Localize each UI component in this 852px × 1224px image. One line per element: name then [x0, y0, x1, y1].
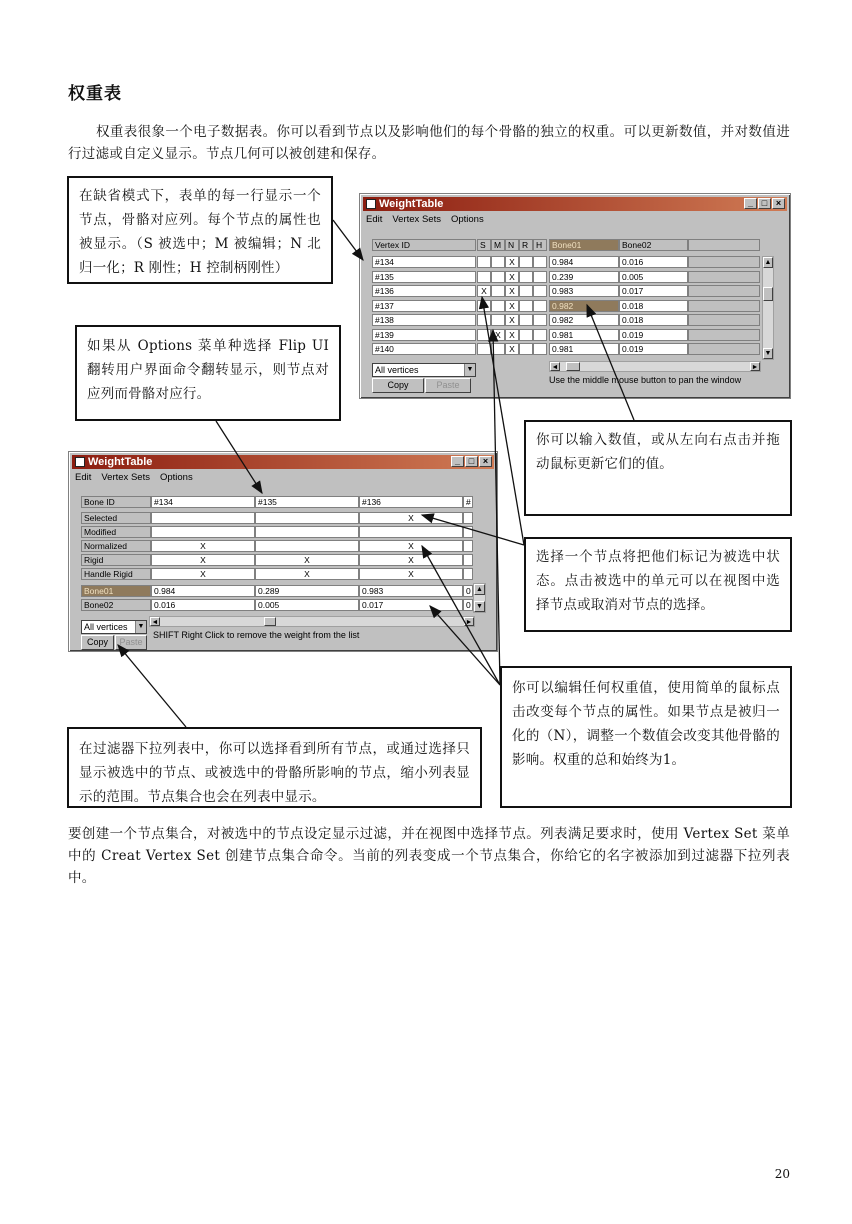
- bone-label[interactable]: Bone02: [81, 599, 151, 611]
- callout-flip-ui: 如果从 Options 菜单种选择 Flip UI 翻转用户界面命令翻转显示，则节点对应列而骨骼对应行。: [75, 325, 341, 421]
- weight-cell[interactable]: 0.289: [255, 585, 359, 597]
- intro-paragraph: 权重表很象一个电子数据表。你可以看到节点以及影响他们的每个骨骼的独立的权重。可以更新数值，并对数值进行过滤或自定义显示。节点几何可以被创建和保存。: [68, 124, 790, 162]
- paste-button[interactable]: Paste: [425, 378, 471, 393]
- weight-cell[interactable]: 0.005: [255, 599, 359, 611]
- attribute-cell[interactable]: X: [491, 329, 505, 341]
- attribute-label: Handle Rigid: [81, 568, 151, 580]
- menu-edit[interactable]: Edit: [366, 214, 383, 225]
- window-1-title: WeightTable: [379, 198, 444, 210]
- arrow-enter-values: [587, 305, 634, 420]
- attribute-cell[interactable]: X: [505, 256, 519, 268]
- copy-button[interactable]: Copy: [81, 635, 114, 650]
- callout-select-vertex: 选择一个节点将把他们标记为被选中状态。点击被选中的单元可以在视图中选择节点或取消对节点的选择。: [524, 537, 792, 632]
- attribute-cell[interactable]: X: [505, 343, 519, 355]
- attribute-cell[interactable]: X: [359, 540, 463, 552]
- vertex-id-cell[interactable]: #137: [372, 300, 476, 312]
- menu-options[interactable]: Options: [450, 214, 484, 225]
- weight-cell[interactable]: 0.981: [549, 343, 619, 355]
- attribute-cell[interactable]: X: [255, 554, 359, 566]
- attribute-cell[interactable]: X: [359, 512, 463, 524]
- scroll-right-icon[interactable]: ►: [751, 364, 759, 371]
- scroll-down-icon[interactable]: ▼: [764, 350, 772, 357]
- vertex-id-cell[interactable]: #140: [372, 343, 476, 355]
- weight-cell[interactable]: 0.984: [549, 256, 619, 268]
- vertex-id-cell[interactable]: #136: [372, 285, 476, 297]
- status-text: SHIFT Right Click to remove the weight from the list: [153, 630, 360, 640]
- attribute-cell[interactable]: X: [477, 285, 491, 297]
- col-header[interactable]: Vertex ID: [372, 239, 476, 251]
- weight-cell[interactable]: 0: [463, 599, 473, 611]
- arrow-edit-weights-3: [430, 606, 500, 685]
- bone-label[interactable]: Bone01: [81, 585, 151, 597]
- attribute-cell[interactable]: X: [505, 329, 519, 341]
- attribute-cell[interactable]: X: [505, 285, 519, 297]
- col-header[interactable]: M: [491, 239, 505, 251]
- weight-cell[interactable]: 0.005: [619, 271, 688, 283]
- weight-cell[interactable]: 0.983: [359, 585, 463, 597]
- maximize-icon[interactable]: □: [465, 456, 478, 467]
- scroll-left-icon[interactable]: ◄: [151, 619, 159, 626]
- vertex-id-cell[interactable]: #134: [372, 256, 476, 268]
- weight-cell[interactable]: 0.981: [549, 329, 619, 341]
- weight-cell[interactable]: 0.982: [549, 314, 619, 326]
- menu-edit[interactable]: Edit: [75, 472, 92, 483]
- callout-edit-weights: 你可以编辑任何权重值，使用简单的鼠标点击改变每个节点的属性。如果节点是被归一化的（N），调整一个数值会改变其他骨骼的影响。权重的总和始终为1。: [500, 666, 792, 808]
- weight-cell[interactable]: 0.017: [619, 285, 688, 297]
- close-icon[interactable]: ×: [479, 456, 492, 467]
- copy-button[interactable]: Copy: [372, 378, 424, 393]
- attribute-label: Normalized: [81, 540, 151, 552]
- minimize-icon[interactable]: _: [744, 198, 757, 209]
- weight-cell[interactable]: 0.016: [151, 599, 255, 611]
- weight-cell[interactable]: 0.984: [151, 585, 255, 597]
- maximize-icon[interactable]: □: [758, 198, 771, 209]
- attribute-cell[interactable]: X: [359, 568, 463, 580]
- col-header[interactable]: Bone02: [619, 239, 688, 251]
- weight-cell[interactable]: 0: [463, 585, 473, 597]
- attribute-cell[interactable]: X: [151, 568, 255, 580]
- weight-cell[interactable]: 0.239: [549, 271, 619, 283]
- scroll-up-icon[interactable]: ▲: [474, 584, 485, 595]
- col-header[interactable]: #134: [151, 496, 255, 508]
- weight-cell[interactable]: 0.019: [619, 329, 688, 341]
- attribute-label: Rigid: [81, 554, 151, 566]
- col-header[interactable]: #: [463, 496, 473, 508]
- vertex-id-cell[interactable]: #135: [372, 271, 476, 283]
- weight-cell[interactable]: 0.982: [549, 300, 619, 312]
- chevron-down-icon: ▼: [135, 621, 146, 633]
- attribute-cell[interactable]: X: [505, 300, 519, 312]
- weight-cell[interactable]: 0.018: [619, 314, 688, 326]
- col-header[interactable]: S: [477, 239, 491, 251]
- arrow-select-vertex-2: [422, 515, 524, 545]
- arrow-select-vertex-1: [482, 297, 524, 545]
- window-2-title: WeightTable: [88, 456, 153, 468]
- weight-cell[interactable]: 0.016: [619, 256, 688, 268]
- callout-default-mode: 在缺省模式下，表单的每一行显示一个节点，骨骼对应列。每个节点的属性也被显示。（S 被选中；M 被编辑；N 北归一化；R 刚性；H 控制柄刚性）: [67, 176, 333, 284]
- arrow-filter-list: [118, 645, 186, 727]
- scroll-down-icon[interactable]: ▼: [474, 601, 485, 612]
- status-text: Use the middle mouse button to pan the window: [549, 375, 742, 385]
- chevron-down-icon: ▼: [464, 364, 475, 376]
- menu-options[interactable]: Options: [159, 472, 193, 483]
- arrow-edit-weights-2: [422, 546, 500, 685]
- attribute-cell[interactable]: X: [255, 568, 359, 580]
- attribute-label: Modified: [81, 526, 151, 538]
- minimize-icon[interactable]: _: [451, 456, 464, 467]
- filter-dropdown-value: All vertices: [375, 365, 419, 375]
- scroll-right-icon[interactable]: ►: [465, 619, 473, 626]
- page-heading: 权重表: [68, 84, 122, 104]
- scroll-up-icon[interactable]: ▲: [764, 259, 772, 266]
- attribute-cell[interactable]: X: [151, 540, 255, 552]
- col-header[interactable]: #136: [359, 496, 463, 508]
- close-icon[interactable]: ×: [772, 198, 785, 209]
- page-number: 20: [774, 1167, 790, 1181]
- attribute-label: Selected: [81, 512, 151, 524]
- arrow-flip-ui: [216, 421, 262, 493]
- scroll-left-icon[interactable]: ◄: [551, 364, 559, 371]
- col-header[interactable]: H: [533, 239, 547, 251]
- menu-vertex-sets[interactable]: Vertex Sets: [392, 214, 441, 225]
- callout-enter-values: 你可以输入数值，或从左向右点击并拖动鼠标更新它们的值。: [524, 420, 792, 516]
- col-header[interactable]: R: [519, 239, 533, 251]
- weight-cell[interactable]: 0.018: [619, 300, 688, 312]
- col-header[interactable]: N: [505, 239, 519, 251]
- weight-cell[interactable]: 0.983: [549, 285, 619, 297]
- attribute-cell[interactable]: X: [359, 554, 463, 566]
- filter-dropdown-value: All vertices: [84, 622, 128, 632]
- col-header[interactable]: Bone01: [549, 239, 619, 251]
- attribute-cell[interactable]: X: [151, 554, 255, 566]
- paste-button[interactable]: Paste: [115, 635, 147, 650]
- vertex-id-cell[interactable]: #139: [372, 329, 476, 341]
- col-header[interactable]: Bone ID: [81, 496, 151, 508]
- callout-filter-list: 在过滤器下拉列表中，你可以选择看到所有节点，或通过选择只显示被选中的节点、或被选中的骨骼所影响的节点，缩小列表显示的范围。节点集合也会在列表中显示。: [67, 727, 482, 808]
- vertex-id-cell[interactable]: #138: [372, 314, 476, 326]
- weight-cell[interactable]: 0.017: [359, 599, 463, 611]
- closing-paragraph: 要创建一个节点集合，对被选中的节点设定显示过滤，并在视图中选择节点。列表满足要求时，使用 Vertex Set 菜单中的 Creat Vertex Set 创建节点集合命令。当前的列表变成一个节点集合，你给它的名字被添加到过滤器下拉列表中。: [68, 826, 790, 886]
- attribute-cell[interactable]: X: [505, 271, 519, 283]
- attribute-cell[interactable]: X: [505, 314, 519, 326]
- menu-vertex-sets[interactable]: Vertex Sets: [101, 472, 150, 483]
- col-header[interactable]: #135: [255, 496, 359, 508]
- arrow-default-mode: [333, 220, 363, 260]
- weight-cell[interactable]: 0.019: [619, 343, 688, 355]
